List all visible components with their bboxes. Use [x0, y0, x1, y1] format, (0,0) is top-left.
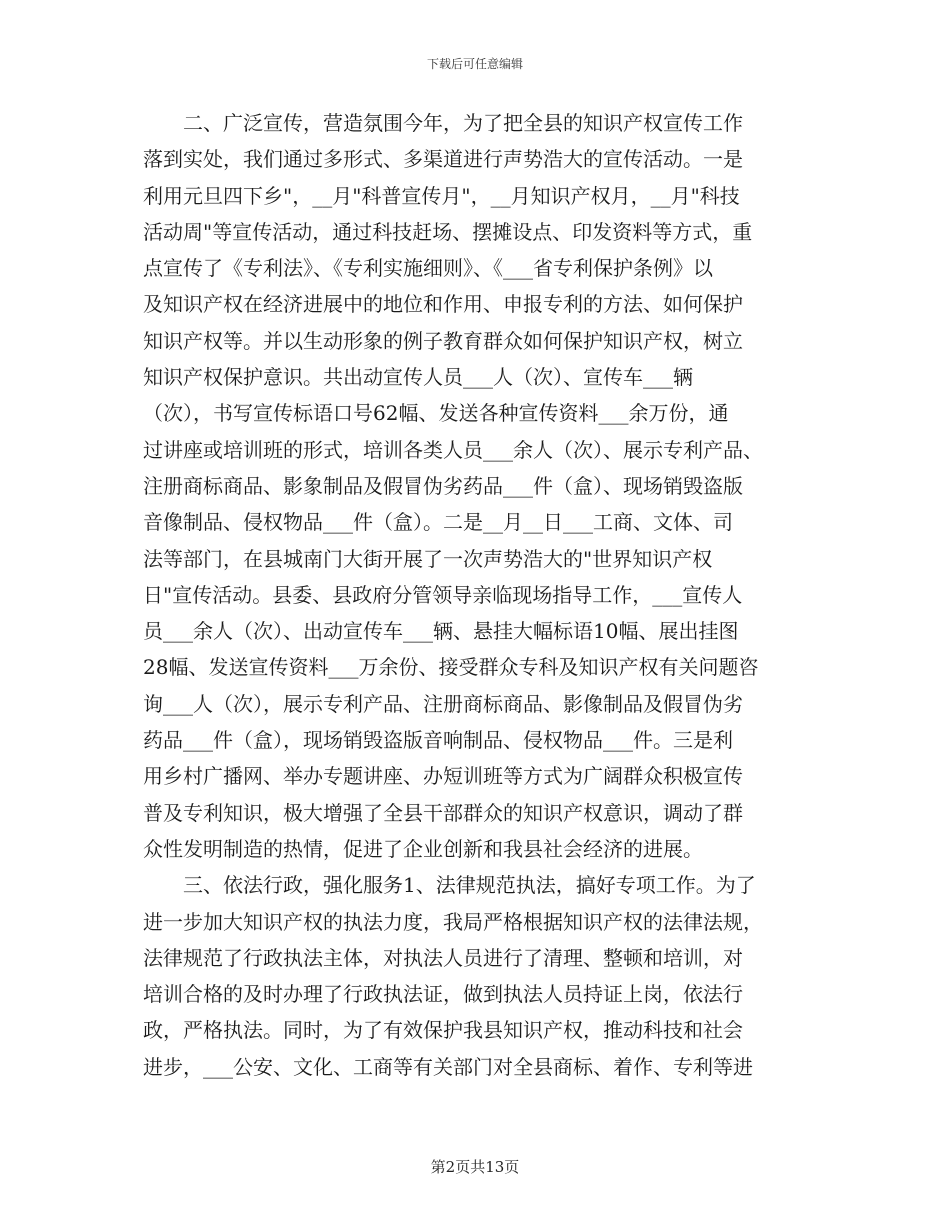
page-header-note: 下载后可任意编辑 [426, 57, 523, 71]
text-line: 众性发明制造的热情，促进了企业创新和我县社会经济的进展。 [143, 836, 703, 861]
text-line: 三、依法行政，强化服务1、法律规范执法，搞好专项工作。为了 [143, 873, 756, 898]
page-number: 第2页共13页 [430, 1158, 520, 1176]
text-line: 政，严格执法。同时，为了有效保护我县知识产权，推动科技和社会 [143, 1018, 743, 1043]
text-line: 利用元旦四下乡"，__月"科普宣传月"，__月知识产权月，__月"科技 [143, 183, 740, 208]
text-line: 28幅、发送宣传资料___万余份、接受群众专科及知识产权有关问题咨 [143, 655, 759, 680]
text-line: 及知识产权在经济进展中的地位和作用、申报专利的方法、如何保护 [143, 292, 743, 317]
text-line: 活动周"等宣传活动，通过科技赶场、摆摊设点、印发资料等方式，重 [143, 219, 753, 244]
text-line: 进步，___公安、文化、工商等有关部门对全县商标、着作、专利等进 [143, 1054, 753, 1079]
text-line: 过讲座或培训班的形式，培训各类人员___余人（次）、展示专利产品、 [143, 437, 763, 462]
text-line: 点宣传了《专利法》、《专利实施细则》、《___省专利保护条例》以 [143, 256, 713, 281]
text-line: 落到实处，我们通过多形式、多渠道进行声势浩大的宣传活动。一是 [143, 147, 743, 172]
document-body [143, 105, 815, 1085]
text-line: 音像制品、侵权物品___件（盒）。二是__月__日___工商、文体、司 [143, 510, 733, 535]
text-line: 注册商标商品、影象制品及假冒伪劣药品___件（盒）、现场销毁盗版 [143, 473, 743, 498]
text-line: 日"宣传活动。县委、县政府分管领导亲临现场指导工作，___宣传人 [143, 582, 743, 607]
text-line: 法等部门，在县城南门大街开展了一次声势浩大的"世界知识产权 [143, 546, 713, 571]
text-line: 知识产权等。并以生动形象的例子教育群众如何保护知识产权，树立 [143, 328, 743, 353]
text-line: （次），书写宣传标语口号62幅、发送各种宣传资料___余万份，通 [143, 401, 729, 426]
text-line: 法律规范了行政执法主体，对执法人员进行了清理、整顿和培训，对 [143, 945, 743, 970]
text-line: 员___余人（次）、出动宣传车___辆、悬挂大幅标语10幅、展出挂图 [143, 619, 739, 644]
text-line: 培训合格的及时办理了行政执法证，做到执法人员持证上岗，依法行 [143, 982, 743, 1007]
text-line: 普及专利知识，极大增强了全县干部群众的知识产权意识，调动了群 [143, 800, 743, 825]
text-line: 知识产权保护意识。共出动宣传人员___人（次）、宣传车___辆 [143, 365, 693, 390]
text-line: 用乡村广播网、举办专题讲座、办短训班等方式为广阔群众积极宣传 [143, 764, 743, 789]
text-line: 询___人（次），展示专利产品、注册商标商品、影像制品及假冒伪劣 [143, 691, 743, 716]
text-line: 进一步加大知识产权的执法力度，我局严格根据知识产权的法律法规， [143, 909, 763, 934]
text-line: 药品___件（盒），现场销毁盗版音响制品、侵权物品___件。三是利 [143, 728, 733, 753]
text-line: 二、广泛宣传，营造氛围今年，为了把全县的知识产权宣传工作 [143, 111, 743, 135]
